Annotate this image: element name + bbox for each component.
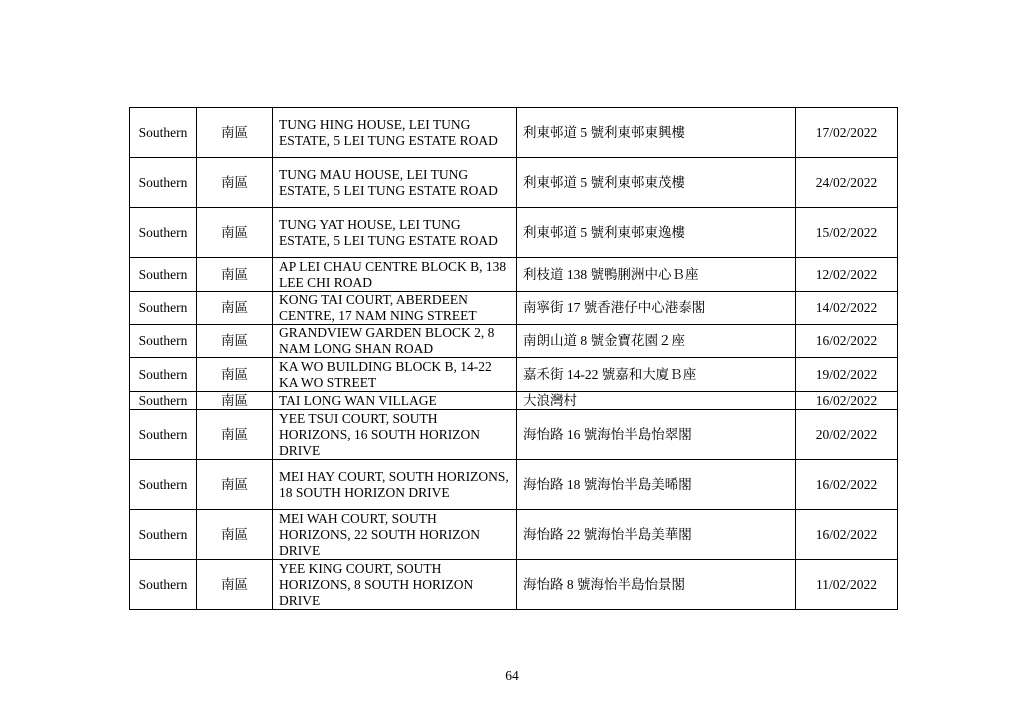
address-zh-cell: 利東邨道 5 號利東邨東茂樓 — [517, 158, 796, 208]
address-zh-cell: 利枝道 138 號鴨脷洲中心Ｂ座 — [517, 258, 796, 292]
page-number: 64 — [505, 668, 519, 683]
address-en-cell: AP LEI CHAU CENTRE BLOCK B, 138 LEE CHI ROAD — [273, 258, 517, 292]
address-zh-cell: 海怡路 18 號海怡半島美晞閣 — [517, 460, 796, 510]
district-en-cell: Southern — [130, 392, 197, 410]
table-row — [130, 510, 898, 560]
address-en-cell: KONG TAI COURT, ABERDEEN CENTRE, 17 NAM NING STREET — [273, 292, 517, 325]
date-cell: 20/02/2022 — [796, 410, 898, 460]
district-en-cell: Southern — [130, 208, 197, 258]
district-zh-cell: 南區 — [197, 158, 273, 208]
address-zh-cell: 利東邨道 5 號利東邨東逸樓 — [517, 208, 796, 258]
table-row — [130, 108, 898, 158]
district-en-cell: Southern — [130, 258, 197, 292]
address-en-cell: MEI WAH COURT, SOUTH HORIZONS, 22 SOUTH HORIZON DRIVE — [273, 510, 517, 560]
table-body — [130, 108, 898, 610]
address-en-cell: KA WO BUILDING BLOCK B, 14-22 KA WO STREET — [273, 358, 517, 392]
address-en-cell: MEI HAY COURT, SOUTH HORIZONS, 18 SOUTH HORIZON DRIVE — [273, 460, 517, 510]
district-en-cell: Southern — [130, 560, 197, 610]
address-zh-cell: 海怡路 22 號海怡半島美華閣 — [517, 510, 796, 560]
district-en-cell: Southern — [130, 358, 197, 392]
table-row — [130, 325, 898, 358]
address-en-cell: TUNG YAT HOUSE, LEI TUNG ESTATE, 5 LEI TUNG ESTATE ROAD — [273, 208, 517, 258]
date-cell: 16/02/2022 — [796, 325, 898, 358]
district-zh-cell: 南區 — [197, 258, 273, 292]
table-row — [130, 208, 898, 258]
date-cell: 16/02/2022 — [796, 460, 898, 510]
address-zh-cell: 南寧街 17 號香港仔中心港泰閣 — [517, 292, 796, 325]
date-cell: 16/02/2022 — [796, 392, 898, 410]
address-zh-cell: 南朗山道 8 號金寶花園２座 — [517, 325, 796, 358]
district-zh-cell: 南區 — [197, 208, 273, 258]
buildings-table — [129, 107, 898, 610]
date-cell: 17/02/2022 — [796, 108, 898, 158]
district-zh-cell: 南區 — [197, 292, 273, 325]
address-en-cell: TAI LONG WAN VILLAGE — [273, 392, 517, 410]
district-zh-cell: 南區 — [197, 108, 273, 158]
table-row — [130, 392, 898, 410]
address-zh-cell: 利東邨道 5 號利東邨東興樓 — [517, 108, 796, 158]
table-row — [130, 292, 898, 325]
address-zh-cell: 海怡路 8 號海怡半島怡景閣 — [517, 560, 796, 610]
district-zh-cell: 南區 — [197, 560, 273, 610]
date-cell: 16/02/2022 — [796, 510, 898, 560]
district-en-cell: Southern — [130, 460, 197, 510]
address-zh-cell: 大浪灣村 — [517, 392, 796, 410]
address-zh-cell: 嘉禾街 14-22 號嘉和大廈Ｂ座 — [517, 358, 796, 392]
address-zh-cell: 海怡路 16 號海怡半島怡翠閣 — [517, 410, 796, 460]
district-en-cell: Southern — [130, 510, 197, 560]
address-en-cell: YEE TSUI COURT, SOUTH HORIZONS, 16 SOUTH HORIZON DRIVE — [273, 410, 517, 460]
date-cell: 19/02/2022 — [796, 358, 898, 392]
district-zh-cell: 南區 — [197, 410, 273, 460]
district-en-cell: Southern — [130, 108, 197, 158]
district-zh-cell: 南區 — [197, 325, 273, 358]
district-en-cell: Southern — [130, 158, 197, 208]
district-en-cell: Southern — [130, 292, 197, 325]
district-zh-cell: 南區 — [197, 392, 273, 410]
address-en-cell: TUNG MAU HOUSE, LEI TUNG ESTATE, 5 LEI TUNG ESTATE ROAD — [273, 158, 517, 208]
address-en-cell: YEE KING COURT, SOUTH HORIZONS, 8 SOUTH HORIZON DRIVE — [273, 560, 517, 610]
date-cell: 14/02/2022 — [796, 292, 898, 325]
table-row — [130, 460, 898, 510]
district-en-cell: Southern — [130, 325, 197, 358]
date-cell: 24/02/2022 — [796, 158, 898, 208]
table-row — [130, 258, 898, 292]
date-cell: 11/02/2022 — [796, 560, 898, 610]
table-row — [130, 410, 898, 460]
district-zh-cell: 南區 — [197, 358, 273, 392]
address-en-cell: GRANDVIEW GARDEN BLOCK 2, 8 NAM LONG SHAN ROAD — [273, 325, 517, 358]
table-row — [130, 358, 898, 392]
table-row — [130, 158, 898, 208]
date-cell: 12/02/2022 — [796, 258, 898, 292]
table-row — [130, 560, 898, 610]
address-en-cell: TUNG HING HOUSE, LEI TUNG ESTATE, 5 LEI TUNG ESTATE ROAD — [273, 108, 517, 158]
district-en-cell: Southern — [130, 410, 197, 460]
district-zh-cell: 南區 — [197, 460, 273, 510]
district-zh-cell: 南區 — [197, 510, 273, 560]
date-cell: 15/02/2022 — [796, 208, 898, 258]
